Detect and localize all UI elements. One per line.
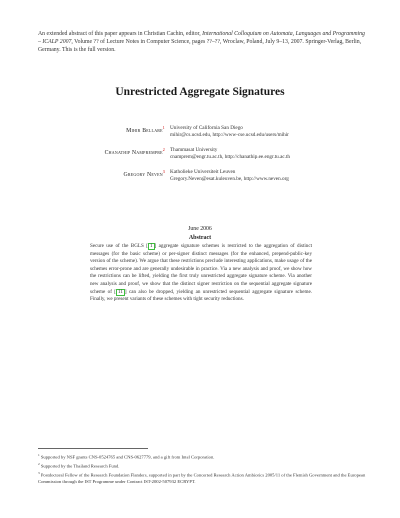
note-prefix: An extended abstract of this paper appears in Christian Cachin, editor, bbox=[38, 31, 203, 37]
author-name: Gregory Neven$^3$ bbox=[123, 169, 165, 178]
author-name: Chanathip Namprempre$^2$ bbox=[104, 147, 165, 156]
paper-date: June 2006 bbox=[188, 226, 212, 232]
citation-link[interactable]: 1 bbox=[149, 243, 153, 249]
author-row bbox=[70, 125, 370, 147]
footnote-mark[interactable]: 2 bbox=[162, 147, 165, 152]
publication-note bbox=[38, 30, 366, 54]
author-affiliation bbox=[170, 147, 290, 161]
abstract-body: Secure use of the BGLS [ 1 ] aggregate signature schemes is restricted to the aggregation of distinct messages (for the basic scheme) or per-signer distinct messages (for the enhanced, prepend-public-key version of the scheme). We argue that these restrictions preclude interesting applications, make usage of the schemes error-prone and are generally undesirable in practice. Via a new analysis and proof, we show how the restrictions can be lifted, yielding the first truly unrestricted aggregate signature scheme. Via another new analysis and proof, we show that the distinct signer restriction on the sequential aggregate signature scheme of [ 11 ] can also be dropped, yielding an unrestricted sequential aggregate signature scheme. Finally, we present variants of these schemes with tight security reductions. bbox=[90, 243, 312, 303]
affiliation-contact: mihir@cs.ucsd.edu, http://www-cse.ucsd.edu/users/mihir bbox=[170, 132, 289, 138]
footnote-rule bbox=[38, 448, 148, 449]
footnote: $^1$ Supported by NSF grants CNS-0524765 and CNS-0627779, and a gift from Intel Corporation. bbox=[38, 453, 215, 460]
abstract-heading: Abstract bbox=[188, 235, 212, 241]
author-block bbox=[70, 125, 370, 191]
author-name: Mihir Bellare$^1$ bbox=[126, 125, 165, 134]
footnote: $^3$ Postdoctoral Fellow of the Research Foundation Flanders, supported in part by the Concerted Research Action Ambiorics 2005/11 of the Flemish Government and the European Commission through the IST Programme under Contract IST-2002-507932 ECRYPT. bbox=[38, 470, 366, 484]
paper-title: Unrestricted Aggregate Signatures bbox=[115, 86, 285, 98]
note-suffix: , Volume ?? of Lecture Notes in Computer Science, pages ??–??, Wroclaw, Poland, July 9–13, 2007. Springer-Verlag, Berlin, Germany. This is the full version. bbox=[38, 39, 362, 53]
author-affiliation bbox=[170, 125, 289, 139]
affiliation-institution: Katholieke Universiteit Leuven bbox=[170, 169, 236, 175]
affiliation-institution: Thammasat University bbox=[170, 147, 218, 153]
citation-link[interactable]: 11 bbox=[117, 288, 123, 295]
footnote: $^2$ Supported by the Thailand Research Fund. bbox=[38, 461, 120, 469]
note-venue: International Colloquium on Automata, Languages and Programming – ICALP 2007 bbox=[38, 31, 365, 45]
affiliation-institution: University of California San Diego bbox=[170, 125, 243, 131]
author-affiliation bbox=[170, 169, 289, 183]
author-row bbox=[70, 169, 370, 191]
affiliation-contact: cnamprem@engr.tu.ac.th, http://chanathip.ee.engr.tu.ac.th bbox=[170, 154, 291, 160]
affiliation-contact: Gregory.Neven@esat.kuleuven.be, http://www.neven.org bbox=[170, 176, 289, 182]
footnotes bbox=[38, 452, 366, 485]
author-row bbox=[70, 147, 370, 169]
footnote-mark[interactable]: 3 bbox=[162, 169, 165, 174]
footnote-mark[interactable]: 1 bbox=[162, 125, 165, 130]
